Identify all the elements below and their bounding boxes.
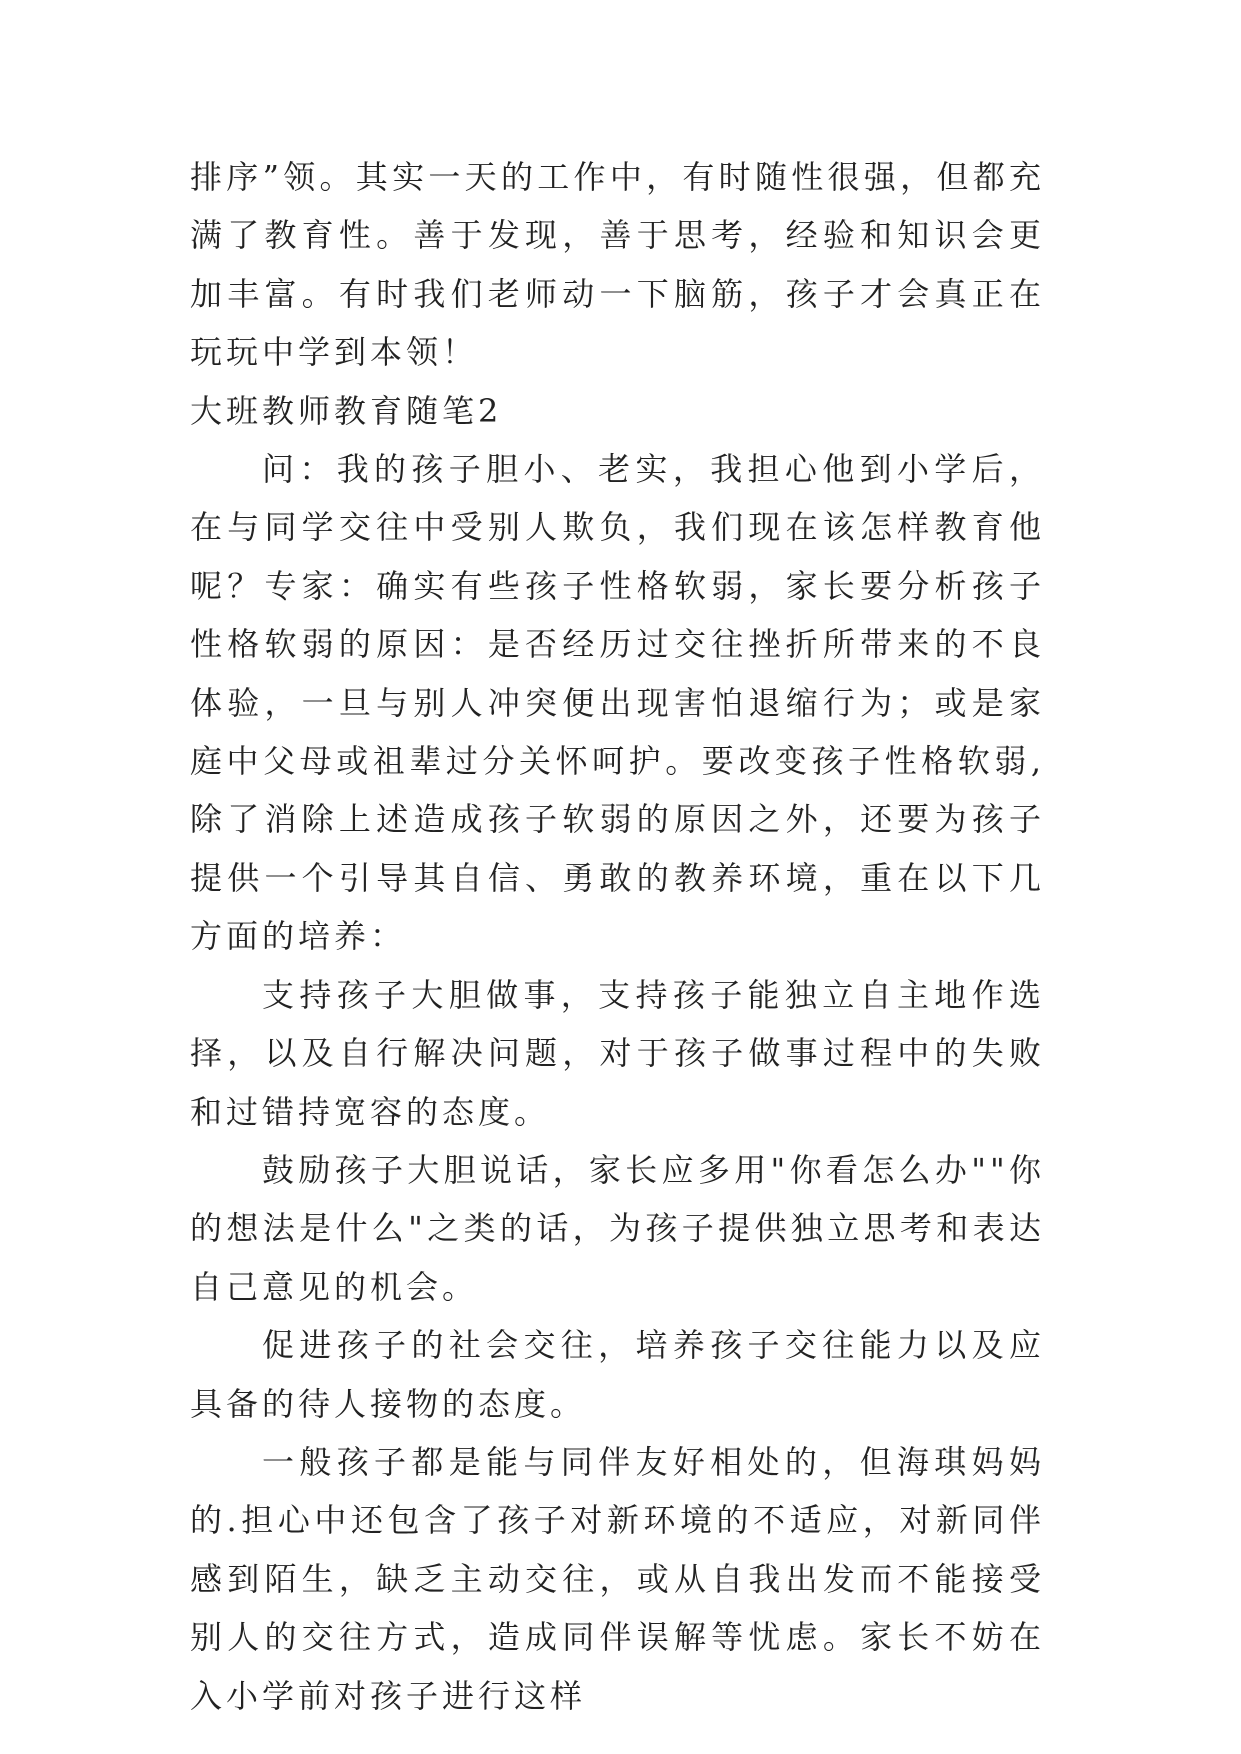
section-heading: 大班教师教育随笔2 (190, 391, 503, 430)
paragraph-question-answer: 问：我的孩子胆小、老实，我担心他到小学后，在与同学交往中受别人欺负，我们现在该怎样教育他呢？专家：确实有些孩子性格软弱，家长要分析孩子性格软弱的原因：是否经历过交往挫折所带来的不良体验，一旦与别人冲突便出现害怕退缩行为；或是家庭中父母或祖辈过分关怀呵护。要改变孩子性格软弱,除了消除上述造成孩子软弱的原因之外，还要为孩子提供一个引导其自信、勇敢的教养环境，重在以下几方面的培养： (190, 450, 1045, 956)
paragraph-continuation: 排序”领。其实一天的工作中，有时随性很强，但都充满了教育性。善于发现，善于思考，经验和知识会更加丰富。有时我们老师动一下脑筋，孩子才会真正在玩玩中学到本领！ (190, 158, 1045, 372)
paragraph-support-doing: 支持孩子大胆做事，支持孩子能独立自主地作选择，以及自行解决问题，对于孩子做事过程中的失败和过错持宽容的态度。 (190, 975, 1045, 1131)
document-body (190, 148, 1045, 1725)
paragraph-encourage-speaking: 鼓励孩子大胆说话，家长应多用"你看怎么办""你的想法是什么"之类的话，为孩子提供独立思考和表达自己意见的机会。 (190, 1150, 1045, 1306)
paragraph-peer-relations: 一般孩子都是能与同伴友好相处的，但海琪妈妈的.担心中还包含了孩子对新环境的不适应，对新同伴感到陌生，缺乏主动交往，或从自我出发而不能接受别人的交往方式，造成同伴误解等忧虑。家长不妨在入小学前对孩子进行这样 (190, 1442, 1045, 1715)
paragraph-social-interaction: 促进孩子的社会交往，培养孩子交往能力以及应具备的待人接物的态度。 (190, 1326, 1045, 1423)
